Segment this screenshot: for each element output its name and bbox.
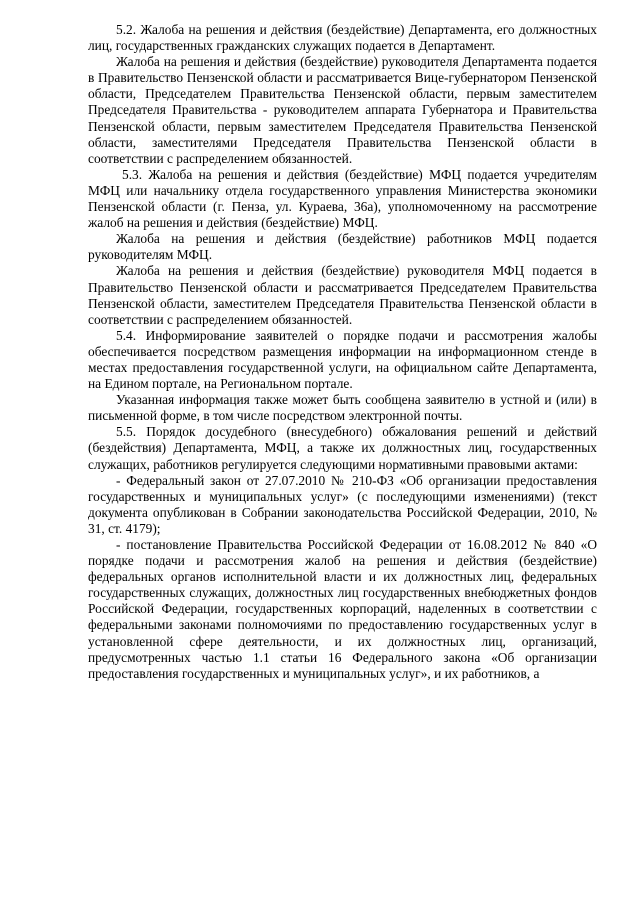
paragraph-5-3: 5.3. Жалоба на решения и действия (бездействие) МФЦ подается учредителям МФЦ или начальнику отдела государственного управления Министерства экономики Пензенской области (г. Пенза, ул. Кураева, 36а), уполномоченному на рассмотрение жалоб на решения и действия (бездействие) МФЦ. xyxy=(88,166,597,231)
document-body xyxy=(88,22,597,682)
paragraph-info-oral-written: Указанная информация также может быть сообщена заявителю в устной и (или) в письменной форме, в том числе посредством электронной почты. xyxy=(88,392,597,424)
paragraph-complaint-head-department: Жалоба на решения и действия (бездействие) руководителя Департамента подается в Правительство Пензенской области и рассматривается Вице-губернатором Пензенской области, Председателем Правительства Пензенской области, первым заместителем Председателя Правительства - руководителем аппарата Губернатора и Правительства Пензенской области, первым заместителем Председателя Правительства Пензенской области, заместителями Председателя Правительства Пензенской области в соответствии с распределением обязанностей. xyxy=(88,54,597,166)
paragraph-5-5: 5.5. Порядок досудебного (внесудебного) обжалования решений и действий (бездействия) Департамента, МФЦ, а также их должностных лиц, государственных служащих, работников регулируется следующими нормативными правовыми актами: xyxy=(88,424,597,472)
list-item-federal-law-210: - Федеральный закон от 27.07.2010 № 210-ФЗ «Об организации предоставления государственных и муниципальных услуг» (с последующими изменениями) (текст документа опубликован в Собрании законодательства Российской Федерации, 2010, № 31, ст. 4179); xyxy=(88,472,597,536)
paragraph-5-2: 5.2. Жалоба на решения и действия (бездействие) Департамента, его должностных лиц, государственных гражданских служащих подается в Департамент. xyxy=(88,22,597,54)
list-item-resolution-840: - постановление Правительства Российской Федерации от 16.08.2012 № 840 «О порядке подачи и рассмотрения жалоб на решения и действия (бездействие) федеральных органов исполнительной власти и их должностных лиц, федеральных государственных служащих, должностных лиц государственных внебюджетных фондов Российской Федерации, государственных корпораций, наделенных в соответствии с федеральными законами полномочиями по предоставлению государственных услуг в установленной сфере деятельности, и их должностных лиц, организаций, предусмотренных частью 1.1 статьи 16 Федерального закона «Об организации предоставления государственных и муниципальных услуг», и их работников, а xyxy=(88,537,597,681)
paragraph-complaint-mfc-head: Жалоба на решения и действия (бездействие) руководителя МФЦ подается в Правительство Пензенской области и рассматривается Председателем Правительства Пензенской области, заместителем Председателя Правительства Пензенской области в соответствии с распределением обязанностей. xyxy=(88,263,597,327)
paragraph-5-4: 5.4. Информирование заявителей о порядке подачи и рассмотрения жалобы обеспечивается посредством размещения информации на информационном стенде в местах предоставления государственной услуги, на официальном сайте Департамента, на Едином портале, на Региональном портале. xyxy=(88,327,597,392)
paragraph-complaint-mfc-workers: Жалоба на решения и действия (бездействие) работников МФЦ подается руководителям МФЦ. xyxy=(88,231,597,263)
